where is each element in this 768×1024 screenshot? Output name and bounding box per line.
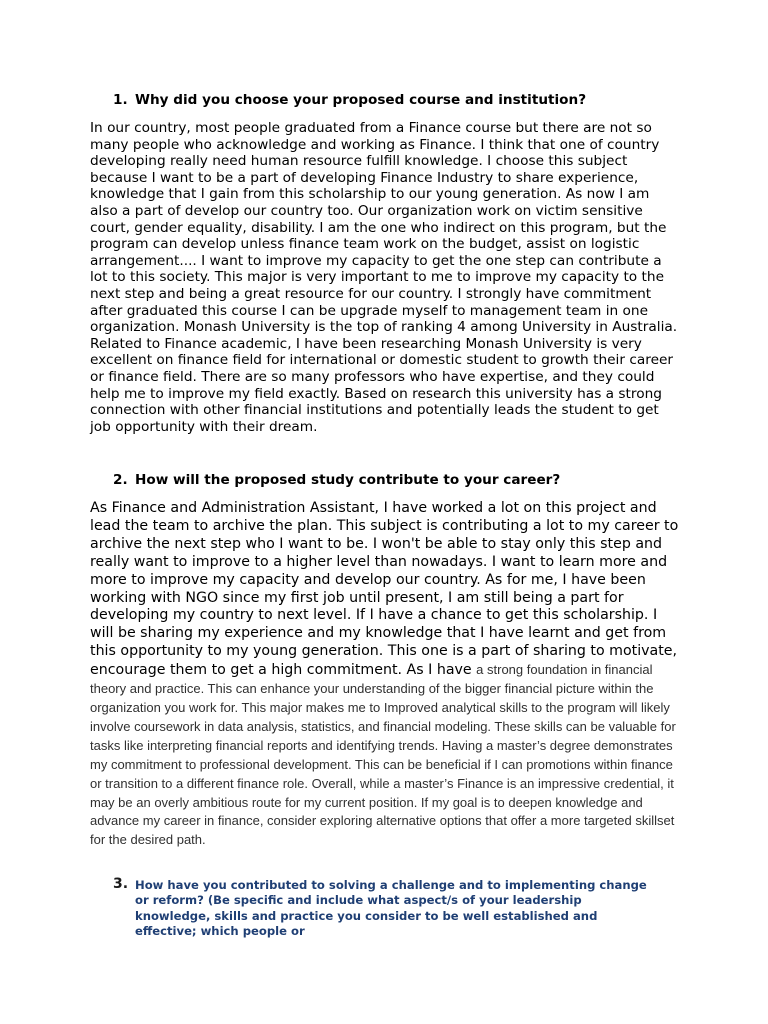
question-2-text: How will the proposed study contribute to your career? (135, 472, 561, 488)
question-3-heading (113, 876, 658, 939)
question-2-number: 2. (113, 472, 128, 488)
question-3-text: How have you contributed to solving a challenge and to implementing change or reform? (Be specific and include what aspect/s of your leadership knowledge, skills and practice you consider to be well established and effective; which people or (135, 878, 647, 938)
question-3-number: 3. (113, 876, 129, 892)
question-1-text: Why did you choose your proposed course and institution? (135, 92, 587, 108)
question-1-answer: In our country, most people graduated from a Finance course but there are not so many people who acknowledge and working as Finance. I think that one of country developing really need human resource fulfill knowledge. I choose this subject because I want to be a part of developing Finance Industry to share experience, knowledge that I gain from this scholarship to our young generation. As now I am also a part of develop our country too. Our organization work on victim sensitive court, gender equality, disability. I am the one who indirect on this program, but the program can develop unless finance team work on the budget, assist on logistic arrangement.... I want to improve my capacity to get the one step can contribute a lot to this society. This major is very important to me to improve my capacity to the next step and being a great resource for our country. I strongly have commitment after graduated this course I can be upgrade myself to management team in one organization. Monash University is the top of ranking 4 among University in Australia. Related to Finance academic, I have been researching Monash University is very excellent on finance field for international or domestic student to growth their career or finance field. There are so many professors who have expertise, and they could help me to improve my field exactly. Based on research this university has a strong connection with other financial institutions and potentially leads the student to get job opportunity with their dream. (90, 120, 678, 435)
question-2-heading (113, 472, 673, 489)
question-2-answer-part-2: a strong foundation in financial theory and practice. This can enhance your understanding of the bigger financial picture within the organization you work for. This major makes me to Improved analytical skills to the program will likely involve coursework in data analysis, statistics, and financial modeling. These skills can be valuable for tasks like interpreting financial reports and identifying trends. Having a master’s degree demonstrates my commitment to professional development. This can be beneficial if I can promotions within finance or transition to a different finance role. Overall, while a master’s Finance is an impressive credential, it may be an overly ambitious route for my current position. If my goal is to deepen knowledge and advance my career in finance, consider exploring alternative options that offer a more targeted skillset for the desired path. (90, 662, 676, 848)
question-2-answer-part-1: As Finance and Administration Assistant, I have worked a lot on this project and lead the team to archive the plan. This subject is contributing a lot to my career to archive the next step who I want to be. I won't be able to stay only this step and really want to improve to a higher level than nowadays. I want to learn more and more to improve my capacity and develop our country. As for me, I have been working with NGO since my first job until present, I am still being a part for developing my country to next level. If I have a chance to get this scholarship. I will be sharing my experience and my knowledge that I have learnt and get from this opportunity to my young generation. This one is a part of sharing to motivate, encourage them to get a high commitment. As I have (90, 500, 679, 679)
question-2-answer (90, 500, 680, 850)
question-1-heading (113, 92, 673, 109)
question-1-number: 1. (113, 92, 128, 108)
